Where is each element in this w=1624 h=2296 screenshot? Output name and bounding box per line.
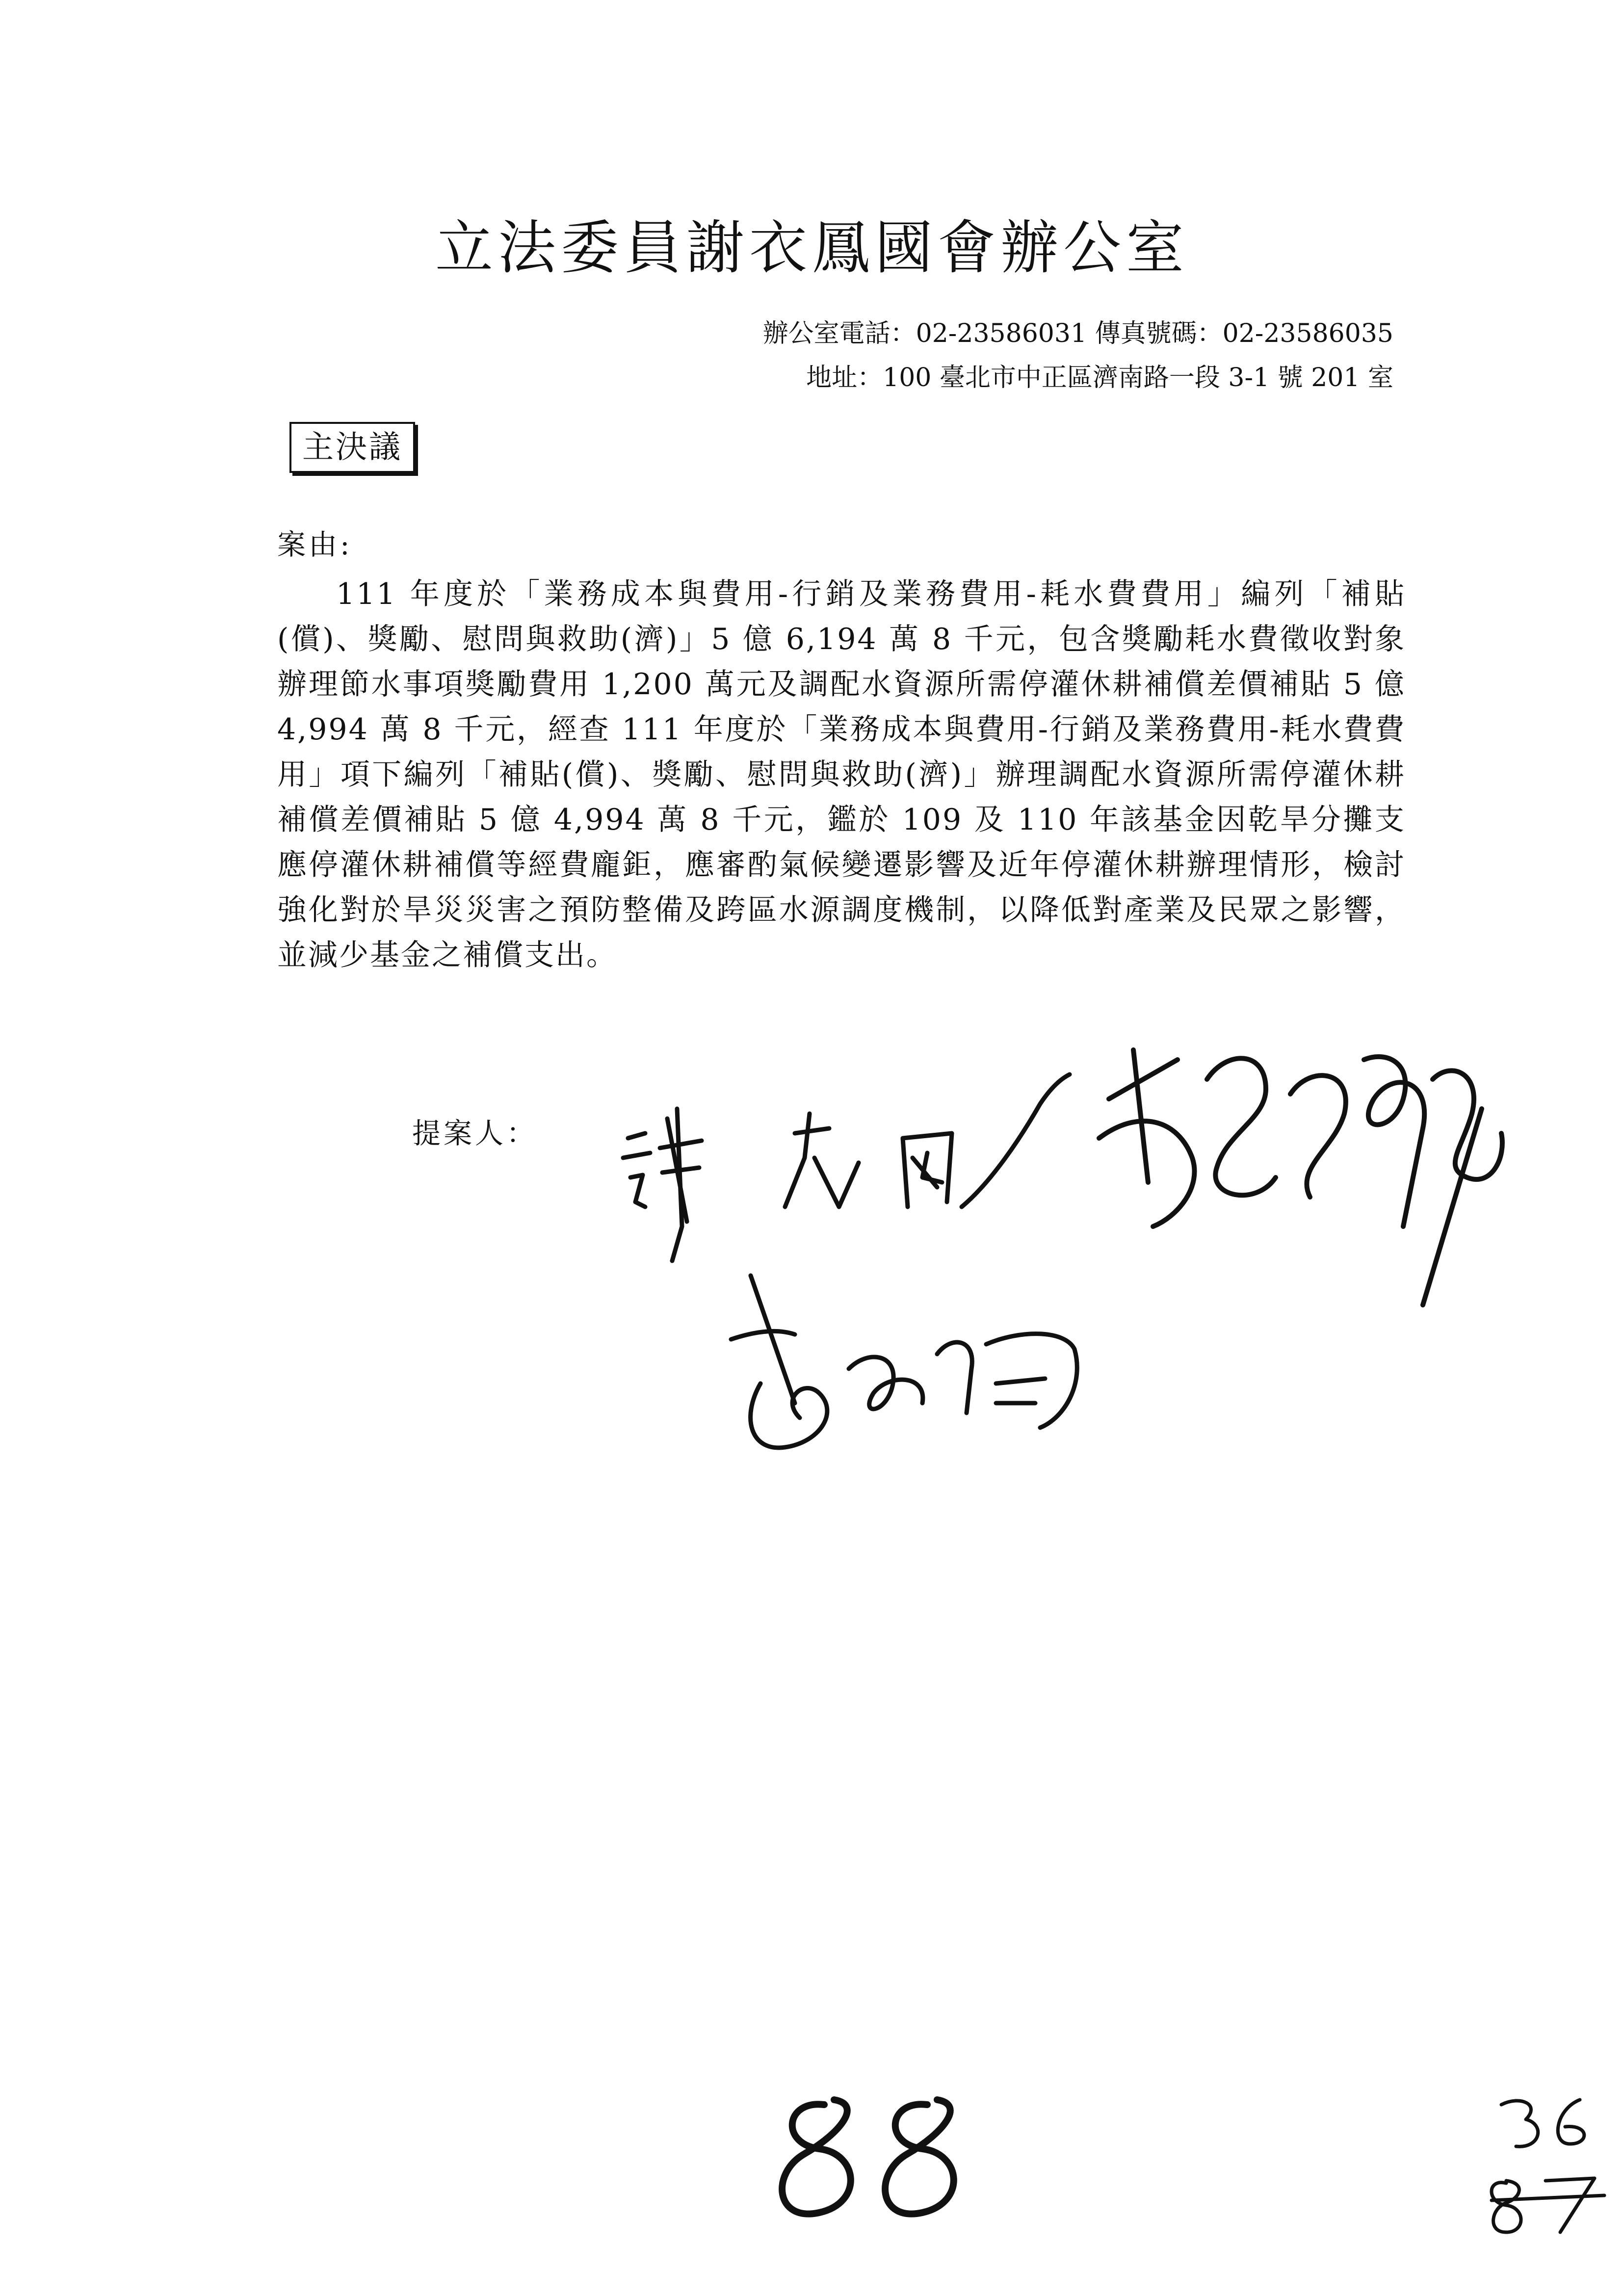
motion-type-tag: 主決議 xyxy=(289,422,415,473)
reason-label: 案由: xyxy=(277,528,353,561)
proposer-label: 提案人： xyxy=(412,1117,538,1150)
office-title: 立法委員謝衣鳳國會辦公室 xyxy=(435,214,1189,282)
signature-2 xyxy=(1079,1020,1521,1339)
signature-3 xyxy=(721,1256,1094,1487)
office-phone-fax: 辦公室電話：02-23586031 傳真號碼：02-23586035 xyxy=(762,319,1393,348)
motion-body-text: 111 年度於「業務成本與費用-行銷及業務費用-耗水費費用」編列「補貼(償)、獎勵、慰問與救助(濟)」5 億 6,194 萬 8 千元，包含獎勵耗水費徵收對象辦理節水事項獎勵費用 1,200 萬元及調配水資源所需停灌休耕補償差價補貼 5 億 4,994 萬 8 千元，經查 111 年度於「業務成本與費用-行銷及業務費用-耗水費費用」項下編列「補貼(償)、獎勵、慰問與救助(濟)」辦理調配水資源所需停灌休耕補償差價補貼 5 億 4,994 萬 8 千元，鑑於 109 及 110 年該基金因乾旱分攤支應停灌休耕補償等經費龐鉅，應審酌氣候變遷影響及近年停灌休耕辦理情形，檢討強化對於旱災災害之預防整備及跨區水源調度機制，以降低對產業及民眾之影響，並減少基金之補償支出。 xyxy=(277,577,1406,972)
corner-page-numbers xyxy=(1487,2090,1614,2237)
office-address: 地址：100 臺北市中正區濟南路一段 3-1 號 201 室 xyxy=(806,363,1393,392)
handwritten-page-number xyxy=(765,2085,991,2232)
signature-1 xyxy=(608,1060,1109,1266)
